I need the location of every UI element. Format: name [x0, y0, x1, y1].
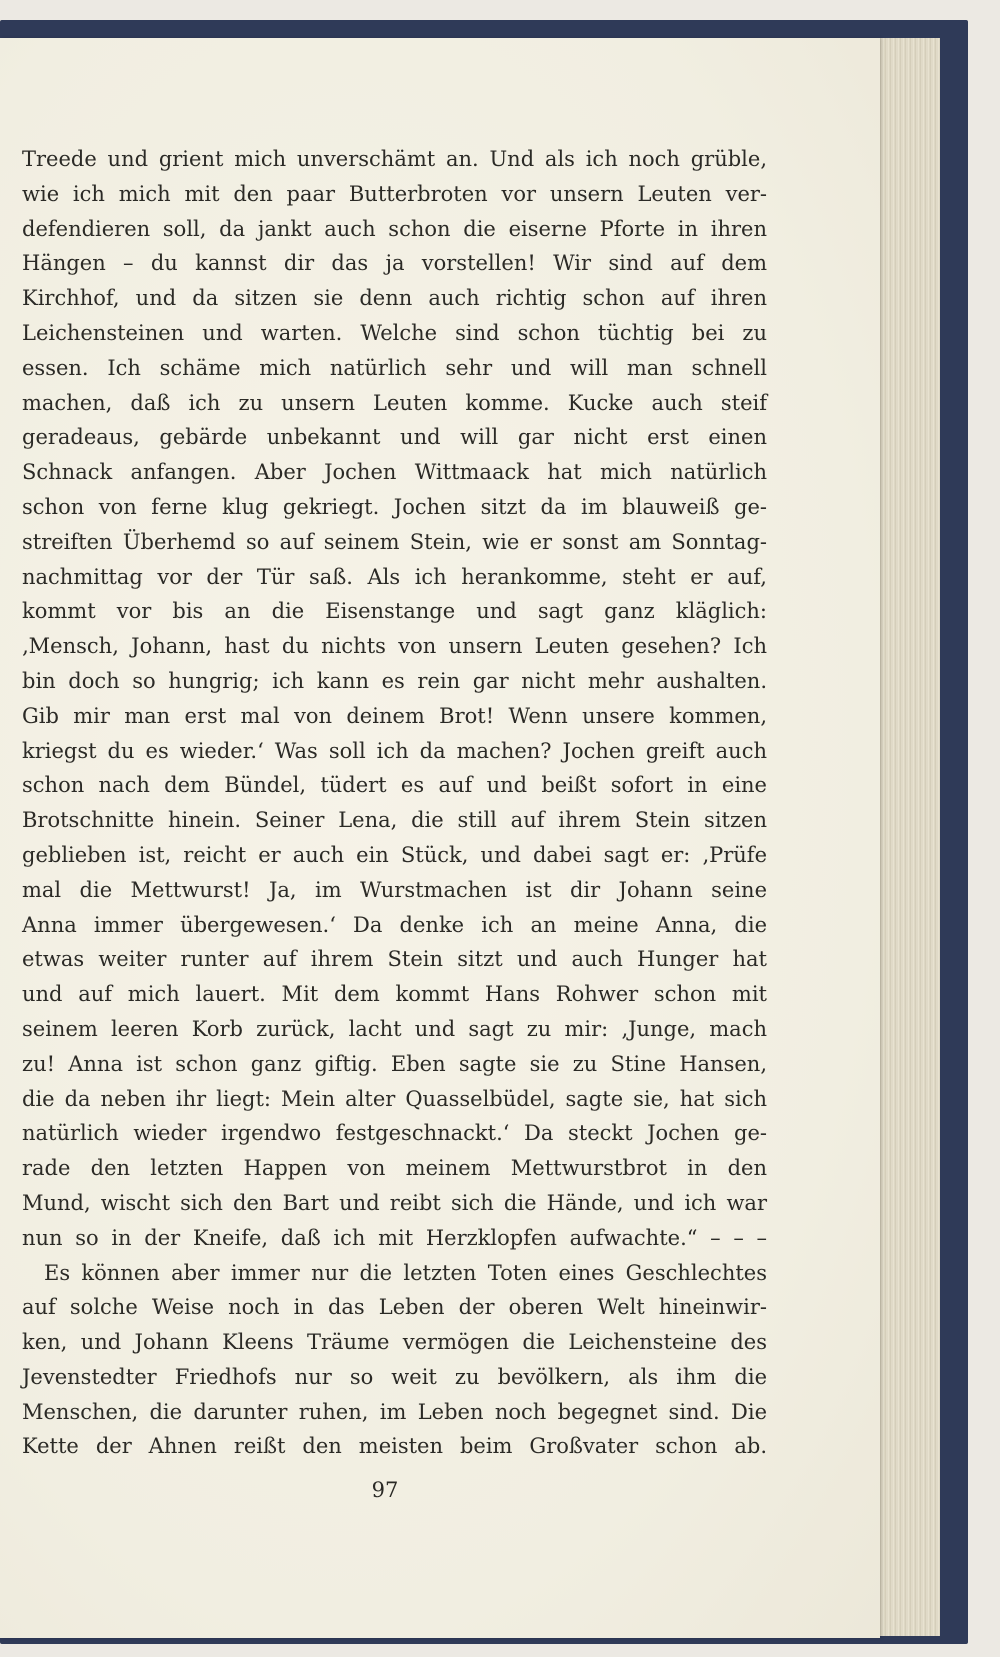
text-line: nachmittag vor der Tür saß. Als ich herankomme, steht er auf, — [22, 564, 767, 589]
text-line: machen, daß ich zu unsern Leuten komme. Kucke auch steif — [22, 390, 767, 415]
text-line: Mund, wischt sich den Bart und reibt sich die Hände, und ich war — [22, 1190, 767, 1215]
body-text — [22, 142, 767, 1464]
text-line: Jevenstedter Friedhofs nur so weit zu bevölkern, als ihm die — [22, 1364, 767, 1389]
text-line: schon nach dem Bündel, tüdert es auf und beißt sofort in eine — [22, 773, 767, 798]
text-line: seinem leeren Korb zurück, lacht und sagt zu mir: ‚Junge, mach — [22, 1016, 767, 1041]
text-line: Gib mir man erst mal von deinem Brot! Wenn unsere kommen, — [22, 703, 767, 728]
text-line: kriegst du es wieder.‘ Was soll ich da machen? Jochen greift auch — [22, 738, 767, 763]
text-line: ken, und Johann Kleens Träume vermögen die Leichensteine des — [22, 1330, 767, 1355]
text-line: Kirchhof, und da sitzen sie denn auch richtig schon auf ihren — [22, 286, 767, 311]
text-line: Menschen, die darunter ruhen, im Leben noch begegnet sind. Die — [22, 1399, 767, 1424]
text-line: Anna immer übergewesen.‘ Da denke ich an meine Anna, die — [22, 912, 767, 937]
text-line: bin doch so hungrig; ich kann es rein gar nicht mehr aushalten. — [22, 668, 767, 693]
text-line: Hängen – du kannst dir das ja vorstellen! Wir sind auf dem — [22, 251, 767, 276]
text-line: Schnack anfangen. Aber Jochen Wittmaack hat mich natürlich — [22, 460, 767, 485]
text-line: etwas weiter runter auf ihrem Stein sitzt und auch Hunger hat — [22, 947, 767, 972]
text-line: essen. Ich schäme mich natürlich sehr und will man schnell — [22, 355, 767, 380]
text-line: defendieren soll, da jankt auch schon die eiserne Pforte in ihren — [22, 216, 767, 241]
text-line: Leichensteinen und warten. Welche sind schon tüchtig bei zu — [22, 320, 767, 345]
text-line: streiften Überhemd so auf seinem Stein, wie er sonst am Sonntag- — [22, 529, 767, 554]
text-line: Kette der Ahnen reißt den meisten beim Großvater schon ab. — [22, 1434, 767, 1459]
text-line: auf solche Weise noch in das Leben der oberen Welt hineinwir- — [22, 1295, 767, 1320]
text-line: geradeaus, gebärde unbekannt und will gar nicht erst einen — [22, 425, 767, 450]
text-line: rade den letzten Happen von meinem Mettwurstbrot in den — [22, 1156, 767, 1181]
text-line: wie ich mich mit den paar Butterbroten vor unsern Leuten ver- — [22, 181, 767, 206]
text-line: mal die Mettwurst! Ja, im Wurstmachen ist dir Johann seine — [22, 877, 767, 902]
text-line: nun so in der Kneife, daß ich mit Herzklopfen aufwachte.“ – – – — [22, 1225, 767, 1250]
text-line: ‚Mensch, Johann, hast du nichts von unsern Leuten gesehen? Ich — [22, 634, 767, 659]
page-number: 97 — [371, 1478, 399, 1502]
text-line: zu! Anna ist schon ganz giftig. Eben sagte sie zu Stine Hansen, — [22, 1051, 767, 1076]
text-line: Es können aber immer nur die letzten Toten eines Geschlechtes — [44, 1260, 767, 1285]
text-line: die da neben ihr liegt: Mein alter Quasselbüdel, sagte sie, hat sich — [22, 1086, 767, 1111]
text-line: geblieben ist, reicht er auch ein Stück, und dabei sagt er: ‚Prüfe — [22, 842, 767, 867]
text-line: natürlich wieder irgendwo festgeschnackt.‘ Da steckt Jochen ge- — [22, 1121, 767, 1146]
text-line: Brotschnitte hinein. Seiner Lena, die still auf ihrem Stein sitzen — [22, 808, 767, 833]
text-line: und auf mich lauert. Mit dem kommt Hans Rohwer schon mit — [22, 982, 767, 1007]
text-line: Treede und grient mich unverschämt an. Und als ich noch grüble, — [22, 147, 767, 171]
text-line: schon von ferne klug gekriegt. Jochen sitzt da im blauweiß ge- — [22, 494, 767, 519]
text-line: kommt vor bis an die Eisenstange und sagt ganz kläglich: — [22, 599, 767, 624]
